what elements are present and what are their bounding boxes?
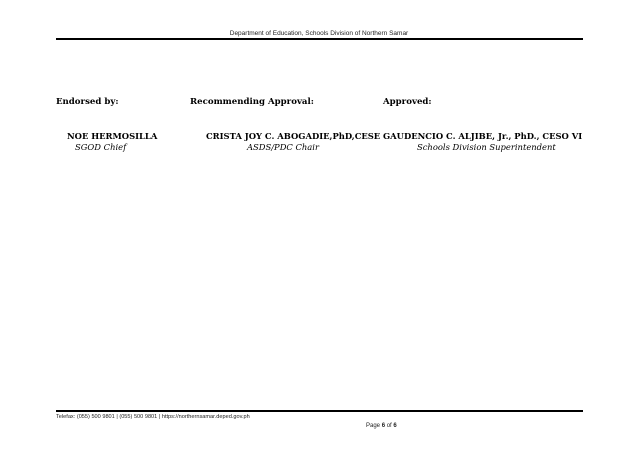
recommender-name: CRISTA JOY C. ABOGADIE,PhD,CESE: [206, 131, 381, 141]
page-prefix: Page: [366, 423, 382, 429]
approved-label: Approved:: [383, 97, 432, 107]
header-divider: [56, 38, 583, 40]
approver-title: Schools Division Superintendent: [417, 142, 556, 152]
header-title: Department of Education, Schools Division of Northern Samar: [229, 30, 409, 37]
page-total: 6: [393, 423, 397, 429]
page-current: 6: [381, 423, 386, 429]
approver-name: GAUDENCIO C. ALJIBE, Jr., PhD., CESO VI: [383, 131, 583, 141]
footer-contact: Telefax: (055) 500 9801 | (055) 500 9801 | https://northernsamar.deped.gov.ph: [56, 414, 250, 420]
recommender-title: ASDS/PDC Chair: [247, 142, 319, 152]
footer-divider: [56, 410, 583, 412]
endorser-name: NOE HERMOSILLA: [67, 131, 158, 141]
page-number: [366, 423, 397, 429]
endorser-title: SGOD Chief: [75, 142, 127, 152]
endorsed-by-label: Endorsed by:: [56, 97, 119, 107]
recommending-approval-label: Recommending Approval:: [190, 97, 314, 107]
page-separator: of: [385, 423, 394, 429]
